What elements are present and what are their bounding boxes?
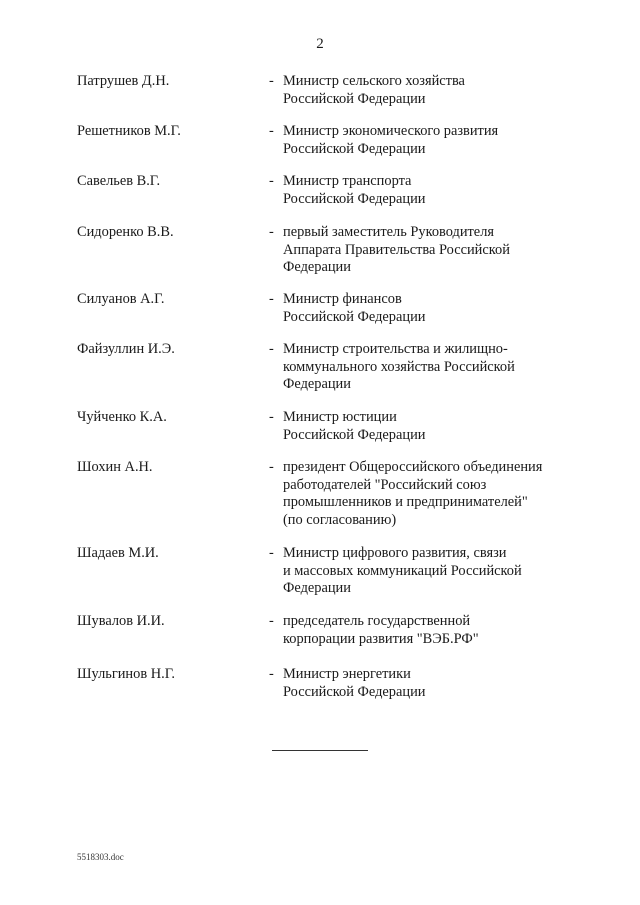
role-line: (по согласованию) (283, 511, 397, 528)
member-name: Шульгинов Н.Г. (77, 666, 175, 682)
member-role (283, 123, 573, 158)
member-dash: - (269, 613, 274, 629)
role-line: Российской Федерации (283, 426, 426, 443)
member-role (283, 666, 573, 701)
member-name: Савельев В.Г. (77, 173, 161, 189)
member-role (283, 173, 573, 208)
role-line: Федерации (283, 259, 351, 276)
role-line: Российской Федерации (283, 140, 426, 157)
member-dash: - (269, 173, 274, 189)
role-line: Аппарата Правительства Российской (283, 241, 510, 258)
role-line: Российской Федерации (283, 190, 426, 207)
role-line: президент Общероссийского объединения (283, 459, 543, 475)
member-name: Силуанов А.Г. (77, 291, 165, 307)
role-line: Федерации (283, 376, 351, 393)
role-line: корпорации развития "ВЭБ.РФ" (283, 630, 479, 647)
member-name: Шохин А.Н. (77, 459, 153, 475)
member-name: Решетников М.Г. (77, 123, 181, 139)
member-name: Файзуллин И.Э. (77, 341, 175, 357)
page-number: 2 (316, 36, 324, 52)
member-role (283, 545, 573, 598)
member-name: Чуйченко К.А. (77, 409, 167, 425)
member-dash: - (269, 409, 274, 425)
file-reference: 5518303.doc (77, 852, 124, 862)
role-line: Российской Федерации (283, 90, 426, 107)
member-role (283, 224, 573, 277)
member-role (283, 341, 573, 394)
member-dash: - (269, 73, 274, 89)
role-line: Министр экономического развития (283, 123, 499, 139)
role-line: первый заместитель Руководителя (283, 224, 494, 240)
role-line: Министр транспорта (283, 173, 412, 189)
role-line: коммунального хозяйства Российской (283, 358, 515, 375)
role-line: Министр сельского хозяйства (283, 73, 465, 89)
member-dash: - (269, 341, 274, 357)
role-line: председатель государственной (283, 613, 471, 629)
role-line: Министр строительства и жилищно- (283, 341, 508, 357)
end-of-list-rule (272, 750, 368, 751)
member-dash: - (269, 123, 274, 139)
member-dash: - (269, 291, 274, 307)
member-role (283, 459, 573, 529)
role-line: Федерации (283, 580, 351, 597)
role-line: работодателей "Российский союз (283, 476, 487, 493)
role-line: промышленников и предпринимателей" (283, 494, 528, 511)
role-line: Министр финансов (283, 291, 402, 307)
member-name: Сидоренко В.В. (77, 224, 174, 240)
member-role (283, 409, 573, 444)
member-dash: - (269, 666, 274, 682)
member-dash: - (269, 224, 274, 240)
member-name: Патрушев Д.Н. (77, 73, 170, 89)
role-line: и массовых коммуникаций Российской (283, 562, 522, 579)
role-line: Министр энергетики (283, 666, 411, 682)
member-dash: - (269, 459, 274, 475)
member-role (283, 291, 573, 326)
role-line: Российской Федерации (283, 683, 426, 700)
member-name: Шадаев М.И. (77, 545, 159, 561)
member-role (283, 73, 573, 108)
member-role (283, 613, 573, 648)
role-line: Министр юстиции (283, 409, 397, 425)
role-line: Министр цифрового развития, связи (283, 545, 507, 561)
member-dash: - (269, 545, 274, 561)
role-line: Российской Федерации (283, 308, 426, 325)
member-name: Шувалов И.И. (77, 613, 165, 629)
